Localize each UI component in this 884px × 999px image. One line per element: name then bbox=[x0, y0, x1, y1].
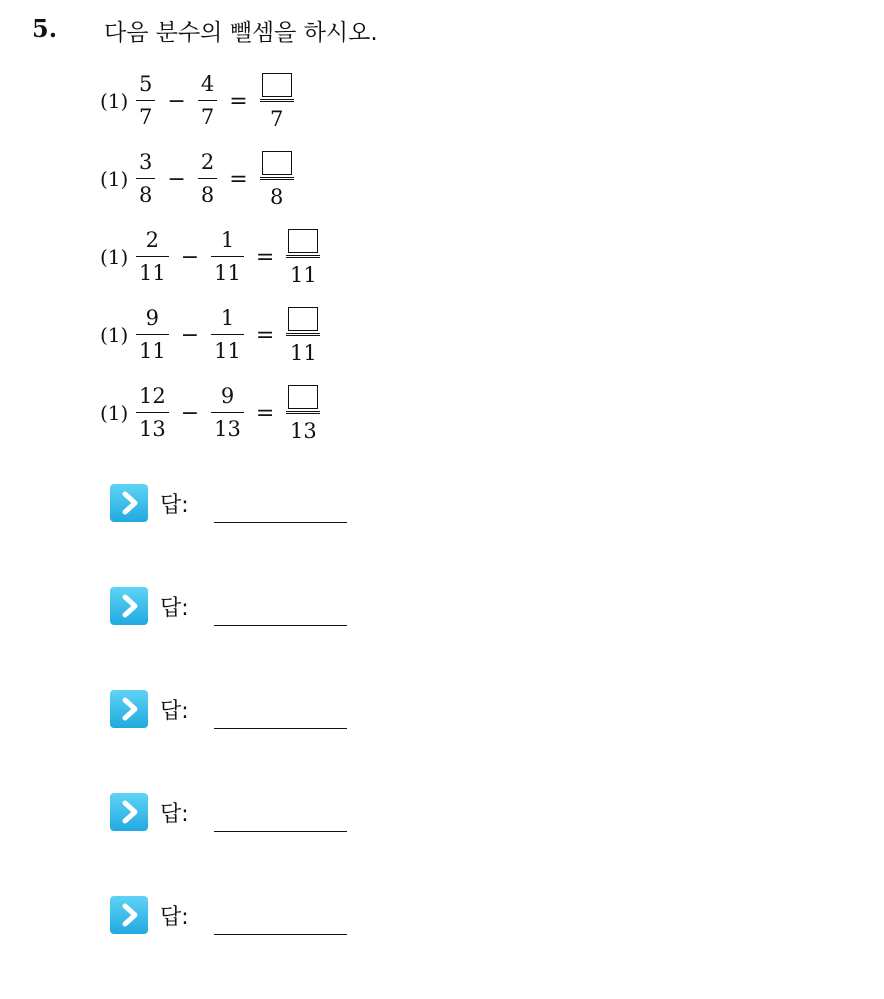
equals-sign: = bbox=[255, 322, 275, 348]
answer-box[interactable] bbox=[288, 229, 318, 253]
problem-label: (1) bbox=[100, 401, 129, 425]
chevron-right-icon bbox=[110, 896, 148, 934]
numerator: 5 bbox=[139, 72, 153, 96]
numerator: 4 bbox=[200, 72, 215, 96]
answer-box[interactable] bbox=[262, 151, 292, 175]
fraction-a bbox=[136, 230, 169, 284]
denominator: 8 bbox=[200, 183, 215, 207]
numerator: 12 bbox=[139, 384, 166, 408]
result-fraction bbox=[286, 385, 320, 442]
problem-5 bbox=[100, 374, 322, 452]
fraction-b bbox=[198, 74, 217, 128]
answer-blank[interactable] bbox=[214, 522, 347, 523]
fraction-a bbox=[136, 308, 169, 362]
minus-sign: − bbox=[180, 322, 200, 348]
denominator: 11 bbox=[214, 261, 241, 285]
denominator: 13 bbox=[289, 418, 317, 443]
denominator: 11 bbox=[289, 340, 317, 365]
problem-list bbox=[100, 62, 322, 452]
numerator: 2 bbox=[145, 228, 160, 252]
chevron-right-icon bbox=[110, 484, 148, 522]
minus-sign: − bbox=[180, 400, 200, 426]
problem-1 bbox=[100, 62, 322, 140]
numerator: 2 bbox=[200, 150, 215, 174]
denominator: 11 bbox=[139, 339, 166, 363]
problem-4 bbox=[100, 296, 322, 374]
denominator: 7 bbox=[139, 105, 153, 129]
numerator: 1 bbox=[220, 306, 235, 330]
answer-blank[interactable] bbox=[214, 625, 347, 626]
answer-label: 답: bbox=[160, 596, 189, 621]
fraction-a bbox=[136, 74, 155, 128]
denominator: 7 bbox=[269, 106, 284, 131]
denominator: 13 bbox=[139, 417, 166, 441]
answer-label: 답: bbox=[160, 905, 189, 930]
result-fraction bbox=[260, 73, 294, 130]
result-fraction bbox=[286, 307, 320, 364]
problem-2 bbox=[100, 140, 322, 218]
equals-sign: = bbox=[255, 400, 275, 426]
result-fraction bbox=[286, 229, 320, 286]
denominator: 8 bbox=[139, 183, 153, 207]
denominator: 11 bbox=[139, 261, 166, 285]
minus-sign: − bbox=[180, 244, 200, 270]
chevron-right-icon bbox=[110, 793, 148, 831]
minus-sign: − bbox=[167, 88, 186, 114]
result-fraction bbox=[260, 151, 294, 208]
answer-label: 답: bbox=[160, 802, 189, 827]
answer-label: 답: bbox=[160, 493, 189, 518]
denominator: 13 bbox=[214, 417, 241, 441]
denominator: 8 bbox=[269, 184, 284, 209]
problem-label: (1) bbox=[100, 167, 129, 191]
fraction-a bbox=[136, 386, 169, 440]
problem-3 bbox=[100, 218, 322, 296]
answer-box[interactable] bbox=[262, 73, 292, 97]
denominator: 11 bbox=[214, 339, 241, 363]
problem-label: (1) bbox=[100, 245, 129, 269]
answer-blank[interactable] bbox=[214, 728, 347, 729]
numerator: 3 bbox=[139, 150, 153, 174]
answer-blank[interactable] bbox=[214, 831, 347, 832]
equals-sign: = bbox=[255, 244, 275, 270]
problem-label: (1) bbox=[100, 323, 129, 347]
answer-box[interactable] bbox=[288, 385, 318, 409]
denominator: 7 bbox=[200, 105, 215, 129]
fraction-b bbox=[211, 308, 244, 362]
fraction-a bbox=[136, 152, 155, 206]
fraction-b bbox=[198, 152, 217, 206]
minus-sign: − bbox=[167, 166, 186, 192]
question-text: 다음 분수의 뺄셈을 하시오. bbox=[104, 20, 378, 46]
equals-sign: = bbox=[229, 166, 248, 192]
question-number: 5. bbox=[32, 14, 58, 43]
answer-box[interactable] bbox=[288, 307, 318, 331]
chevron-right-icon bbox=[110, 587, 148, 625]
numerator: 9 bbox=[145, 306, 160, 330]
numerator: 1 bbox=[220, 228, 235, 252]
chevron-right-icon bbox=[110, 690, 148, 728]
numerator: 9 bbox=[220, 384, 235, 408]
equals-sign: = bbox=[229, 88, 248, 114]
fraction-b bbox=[211, 386, 244, 440]
fraction-b bbox=[211, 230, 244, 284]
problem-label: (1) bbox=[100, 89, 129, 113]
denominator: 11 bbox=[289, 262, 317, 287]
answer-label: 답: bbox=[160, 699, 189, 724]
